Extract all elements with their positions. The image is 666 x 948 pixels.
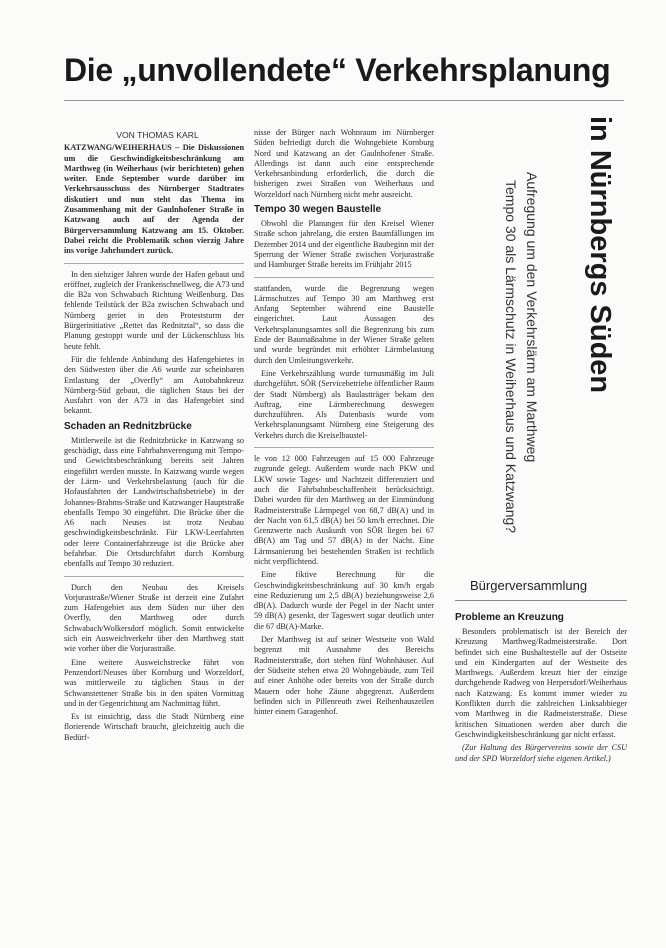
divider <box>254 277 434 278</box>
kicker-label: Bürgerversammlung <box>470 578 588 593</box>
paragraph: Obwohl die Planungen für den Kreisel Wiener Straße schon jahrelang, die ersten Baumfällungen im Dezember 2014 und der eigentliche Baubeginn mit der Sperrung der Wiener Straße zwischen Vorjurastraße und Hamburger Straße bereits im Frühjahr 2015 <box>254 219 434 270</box>
divider <box>64 263 244 264</box>
lead-paragraph: KATZWANG/WEIHERHAUS – Die Diskussionen um die Geschwindigkeitsbeschränkung am Marthweg (in Weiherhaus (wir berichteten) gehen weiter. Ende September wurde darüber im Verkehrsausschuss des Nürnberger Stadtrates diskutiert und nun steht das Thema im Zusammenhang mit der Gaulnhofener Straße in Katzwang auch auf der Agenda der Bürgerversammlung Katzwang am 15. Oktober. Dabei reicht die Problematik schon vierzig Jahre ins vorige Jahrhundert zurück. <box>64 143 244 256</box>
divider <box>64 576 244 577</box>
column-2 <box>254 128 434 720</box>
paragraph: Eine Verkehrszählung wurde turnusmäßig im Juli durchgeführt. SÖR (Servicebetriebe öffentlicher Raum der Stadt Nürnberg) als Baulastträger bekam den Auftrag, eine Lärmberechnung deswegen durchzuführen. Als Datenbasis wurde vom Verkehrsplanungsamt Nürnberg eine Steigerung des Verkehrs durch die Kreiselbaustel- <box>254 368 434 440</box>
side-subtitle-2: Tempo 30 als Lärmschutz in Weiherhaus und Katzwang? <box>503 180 519 534</box>
paragraph: Für die fehlende Anbindung des Hafengebietes in den Südwesten über die A6 wurde zur scheinbaren Entlastung der „Overfly“ am Autobahnkreuz Nürnberg-Süd gebaut, die täglichen Staus bei der Ausfahrt von der A73 in das Hafengebiet sind bekannt. <box>64 354 244 416</box>
column-1 <box>64 130 244 746</box>
paragraph: stattfanden, wurde die Begrenzung wegen Lärmschutzes auf Tempo 30 am Marthweg erst Anfang September während eine Baustelle eingerichtet. Laut Aussagen des Verkehrsplanungsamtes soll die Begrenzung bis zum Ende der Baumaßnahme in der Wiener Straße gelten und wurde begründet mit erhöhter Lärmbelastung durch den Umleitungsverkehr. <box>254 283 434 365</box>
box-rule <box>455 600 627 601</box>
headline-rule <box>64 100 624 101</box>
divider <box>254 447 434 448</box>
author-byline: VON THOMAS KARL <box>116 130 199 140</box>
column-3 <box>455 608 627 767</box>
side-subtitle-1: Aufregung um den Verkehrslärm am Marthweg <box>524 172 540 463</box>
paragraph: le von 12 000 Fahrzeugen auf 15 000 Fahrzeuge zugrunde gelegt. Außerdem wurde nach PKW und LKW sowie Tages- und Nachtzeit differenziert und auch die Fahrbahnbeschaffenheit berücksichtigt. Dabei wurden für den Marthweg an der Einmündung Radmeisterstraße Lärmpegel von 68,7 dB(A) und in der Nacht von 61,5 dB(A) bei 50 km/h errechnet. Die Grenzwerte nach Auskunft von SÖR liegen bei 67 dB(A) am Tag und 57 dB(A) in der Nacht. Eine Lärmsanierung bei bestehenden Straßen ist rechtlich nicht verpflichtend. <box>254 454 434 566</box>
subheading: Schaden an Rednitzbrücke <box>64 420 192 432</box>
subheading: Tempo 30 wegen Baustelle <box>254 204 382 216</box>
paragraph: In den siebziger Jahren wurde der Hafen gebaut und eröffnet, zugleich der Frankenschnellweg, die A73 und die B2a von Schwabach Richtung Weißenburg. Das fehlende Teilstück der B2a zwischen Schwabach und Nürnberg geriet in den Proteststurm der Bürgerinitiative „Rettet das Rednitztal“, so dass die Planung gestoppt wurde und der Lückenschluss bis heute fehlt. <box>64 269 244 351</box>
subheading: Probleme an Kreuzung <box>455 612 564 623</box>
paragraph: Der Marthweg ist auf seiner Westseite von Wald begrenzt mit Ausnahme des Bereichs Radmeisterstraße, dort stehen fünf Wohnhäuser. Auf der Südseite stehen etwa 20 Wohngebäude, zum Teil auf einer Anhöhe oder bereits von der Straße durch Mauern oder hohe Zäune abgegrenzt. Außerdem befinden sich in Pillenreuth zwei Reihenhauszeilen hinter einem Garagenhof. <box>254 635 434 717</box>
paragraph: Mittlerweile ist die Rednitzbrücke in Katzwang so geschädigt, dass eine Fahrbahnverengung mit Tempo- und Gewichtsbeschränkung bereits seit Jahren eingeführt werden musste. In Katzwang wurde wegen der Lärm- und Verkehrsbelastung (auch für die Hofausfahrten der Landwirtschaftsbetriebe) in der Johannes-Brahms-Straße und Katzwanger Hauptstraße ebenfalls Tempo 30 eingeführt. Die Brücke über die A6 nach Neuses ist trotz Neubau geschwindigkeitsbeschränkt. Für LKW-Leerfahrten oder leere Containerfahrzeuge ist die Brücke aber befahrbar. Die Ortsdurchfahrt durch Kornburg ebenfalls auf Tempo 30 reduziert. <box>64 435 244 569</box>
paragraph: Besonders problematisch ist der Bereich der Kreuzung Marthweg/Radmeisterstraße. Dort befindet sich eine Bushaltestelle auf der Ostseite und ein Kindergarten auf der Westseite des Marthwegs. Außerdem kreuzt hier der einzige durchgehende Radweg von Herpersdorf/Weiherhaus nach Katzwang. Es kommt immer wieder zu Konflikten durch die zahlreichen Linksabbieger vom Marthweg in die Radmeisterstraße. Diese kritischen Situationen werden aber durch die Geschwindigkeitsbeschränkung gar nicht erfasst. <box>455 627 627 739</box>
paragraph: Eine fiktive Berechnung für die Geschwindigkeitsbeschränkung auf 30 km/h ergab eine Reduzierung um 2,5 dB(A) beziehungsweise 2,6 dB(A). Dadurch wurde der Pegel in der Nacht unter 59 dB(A) gesenkt, der Tageswert sogar deutlich unter die 67 dB(A)-Marke. <box>254 570 434 631</box>
closing-note: (Zur Haltung des Bürgervereins sowie der CSU und der SPD Worzeldorf siehe eigenen Artikel.) <box>455 743 627 763</box>
headline: Die „unvollendete“ Verkehrsplanung <box>64 52 611 88</box>
paragraph: nisse der Bürger nach Wohnraum im Nürnberger Süden befriedigt durch die Wohngebiete Kornburg Nord und Katzwang an der Gaulnhofener Straße. Allerdings ist dann auch eine entsprechende Verkehrsanbindung erforderlich, die durch die bisherigen zwei Straßen von Weiherhaus und Worzeldorf nach Nürnberg nicht mehr ausreicht. <box>254 128 434 199</box>
side-title: in Nürnbergs Süden <box>584 116 616 394</box>
paragraph: Es ist einsichtig, dass die Stadt Nürnberg eine florierende Wirtschaft braucht, gleichzeitig auch die Bedürf- <box>64 712 244 742</box>
paragraph: Durch den Neubau des Kreisels Vorjurastraße/Wiener Straße ist derzeit eine Zufahrt zum Hafengebiet aus dem Süden nur über den Overfly, den Marthweg oder durch Schwabach/Wolkersdorf möglich. Somit entwickelte sich ein Ausweichverkehr über den Marthweg statt wie vorher über die Vorjurastraße. <box>64 582 244 654</box>
paragraph: Eine weitere Ausweichstrecke führt von Penzendorf/Neuses über Kornburg und Worzeldorf, was mittlerweile zu täglichen Staus in der Schwanstettener Straße bis in den späten Vormittag und in der Gegenrichtung am Nachmittag führt. <box>64 657 244 708</box>
